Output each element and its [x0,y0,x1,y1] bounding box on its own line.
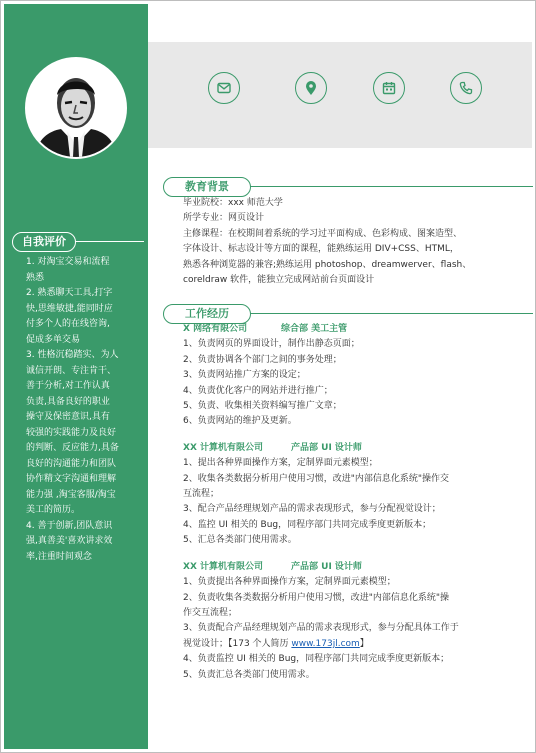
self-eval-line: 操守及保密意识,具有 [26,412,110,422]
self-eval-line: 良好的沟通能力和团队 [26,458,117,469]
job-role: 综合部 美工主管 [281,324,348,334]
avatar [25,57,127,159]
mail-icon[interactable] [208,72,240,104]
location-pin-icon[interactable] [295,72,327,104]
self-eval-list [26,255,136,565]
job-duty: 互流程； [183,489,220,500]
job-duty: 1、负责网页的界面设计，制作出静态页面； [183,339,360,350]
education-content [183,196,511,288]
education-divider [249,186,533,187]
job-duty: 5、汇总各类部门使用需求。 [183,535,297,546]
calendar-icon[interactable] [373,72,405,104]
work-content [183,322,511,683]
job-header [183,441,511,456]
job-duty: 1、提出各种界面操作方案，定制界面元素模型； [183,458,378,469]
job-duty: 3、负责配合产品经理规划产品的需求表现形式，参与分配具体工作于 [183,623,459,634]
work-divider [249,313,533,314]
self-eval-line: 2. 熟悉聊天工具,打字 [26,288,113,298]
self-eval-line: 快,思维敏捷,能同时应 [26,303,113,314]
self-eval-title: 自我评价 [12,232,76,252]
job-duty: 2、负责协调各个部门之间的事务处理； [183,354,342,365]
job-duty: 3、负责网站推广方案的设定； [183,370,306,381]
self-eval-line: 负责,具备良好的职业 [26,396,110,407]
job-role: 产品部 UI 设计师 [291,561,362,572]
job-duty-with-link [183,637,511,652]
portrait-photo [27,59,125,157]
job-company: XX 计算机有限公司 [183,561,264,572]
ad-prefix: 视觉设计；【173 个人简历 [183,638,292,649]
education-line: 所学专业：网页设计 [183,213,265,224]
job-header [183,560,511,575]
contact-band [148,42,532,148]
self-eval-line: 美工的简历。 [26,505,81,515]
job-duty: 1、负责提出各种界面操作方案，定制界面元素模型； [183,577,396,588]
education-line: 主修课程：在校期间着系统的学习过平面构成、色彩构成、图案造型、 [183,228,463,239]
job-duty: 5、负责、收集相关资料编写推广文章； [183,401,342,412]
self-eval-line: 善于分析,对工作认真 [26,381,110,391]
self-eval-line: 能力强 ,淘宝客服/淘宝 [26,489,116,500]
self-eval-line: 熟悉 [26,272,45,283]
job-header [183,322,511,337]
job-duty: 5、负责汇总各类部门使用需求。 [183,669,315,680]
resume-site-link[interactable]: www.173jl.com [291,638,360,649]
job-company: X 网络有限公司 [183,324,248,334]
self-eval-line: 强,真善美'喜欢讲求效 [26,536,113,546]
job-role: 产品部 UI 设计师 [291,442,362,453]
education-line: 毕业院校：xxx 师范大学 [183,198,283,208]
self-eval-line: 诚信开朗、专注肯干、 [26,365,117,376]
self-eval-line: 协作精文字沟通和理解 [26,474,117,484]
work-title: 工作经历 [163,304,251,324]
job-duty: 3、配合产品经理规划产品的需求表现形式，参与分配视觉设计； [183,504,441,515]
job-company: XX 计算机有限公司 [183,442,264,453]
education-line: coreldraw 软件，能独立完成网站前台页面设计 [183,275,375,286]
self-eval-divider [74,241,144,242]
job-duty: 2、负责收集各类数据分析用户使用习惯，改进"内部信息化系统"操 [183,592,450,603]
self-eval-line: 率,注重时间观念 [26,551,92,562]
job-duty: 4、监控 UI 相关的 Bug，同程序部门共同完成季度更新版本； [183,519,432,530]
self-eval-line: 3. 性格沉稳踏实、为人 [26,350,119,360]
self-eval-line: 付多个人的在线咨询, [26,319,110,329]
job-duty: 作交互流程； [183,607,238,618]
self-eval-line: 4. 善于创新,团队意识 [26,520,113,531]
education-title: 教育背景 [163,177,251,197]
self-eval-line: 的判断、反应能力,具备 [26,443,119,453]
self-eval-line: 1. 对淘宝交易和流程 [26,257,110,267]
phone-icon[interactable] [450,72,482,104]
self-eval-line: 促成多单交易 [26,334,81,345]
job-duty: 4、负责优化客户的网站并进行推广； [183,385,333,396]
self-eval-line: 较强的实践能力及良好 [26,427,117,438]
ad-suffix: 】 [359,638,369,649]
education-line: 熟悉各种浏览器的兼容;熟练运用 photoshop、dreamwerver、flash、 [183,259,472,270]
job-duty: 2、收集各类数据分析用户使用习惯，改进"内部信息化系统"操作交 [183,473,450,484]
education-line: 字体设计、标志设计等方面的课程，能熟练运用 DIV+CSS、HTML， [183,244,459,255]
job-duty: 6、负责网站的维护及更新。 [183,416,297,427]
job-duty: 4、负责监控 UI 相关的 Bug，同程序部门共同完成季度更新版本； [183,654,450,665]
